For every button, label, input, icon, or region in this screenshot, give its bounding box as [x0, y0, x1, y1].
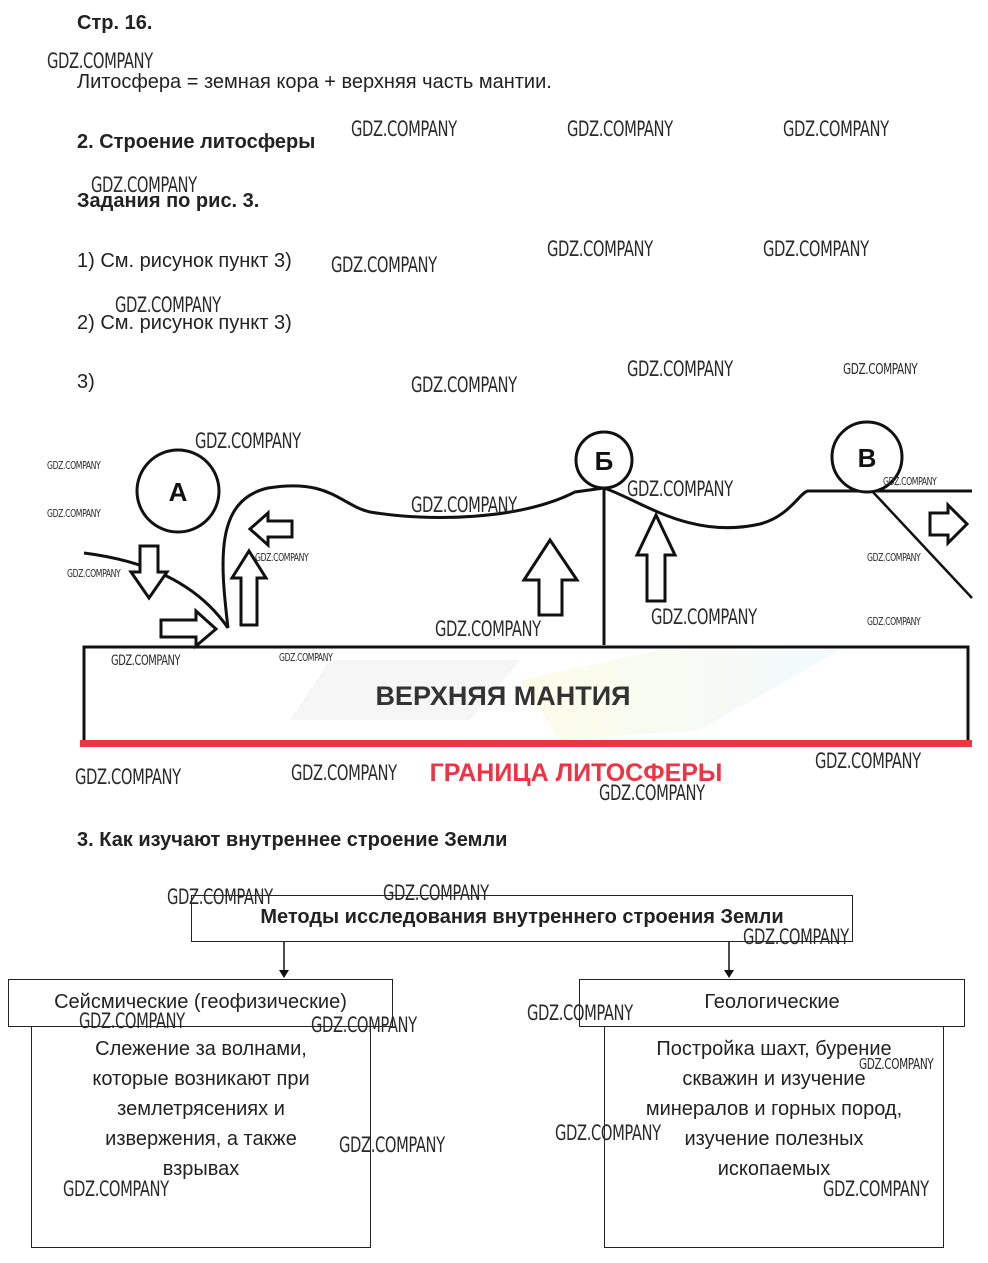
watermark: GDZ.COMPANY — [167, 885, 273, 909]
page-title: Стр. 16. — [77, 12, 153, 34]
tasks-title: Задания по рис. 3. — [77, 190, 260, 212]
watermark: GDZ.COMPANY — [547, 237, 653, 261]
watermark: GDZ.COMPANY — [115, 293, 221, 317]
watermark: GDZ.COMPANY — [331, 253, 437, 277]
watermark: GDZ.COMPANY — [435, 617, 541, 641]
watermark: GDZ.COMPANY — [867, 615, 921, 628]
watermark: GDZ.COMPANY — [383, 881, 489, 905]
surface-line — [223, 486, 972, 628]
geological-line-4: изучение полезных — [684, 1128, 864, 1150]
watermark: GDZ.COMPANY — [599, 781, 705, 805]
fault-line — [872, 491, 972, 598]
watermark: GDZ.COMPANY — [627, 477, 733, 501]
arrow-up-center — [524, 540, 577, 615]
watermark: GDZ.COMPANY — [47, 49, 153, 73]
watermark: GDZ.COMPANY — [339, 1133, 445, 1157]
section-3-title: 3. Как изучают внутреннее строение Земли — [77, 829, 508, 851]
watermark: GDZ.COMPANY — [91, 173, 197, 197]
watermark: GDZ.COMPANY — [411, 493, 517, 517]
arrow-up-b — [637, 515, 675, 601]
mantle-label: ВЕРХНЯЯ МАНТИЯ — [375, 681, 631, 711]
watermark: GDZ.COMPANY — [47, 459, 101, 472]
task-1: 1) См. рисунок пункт 3) — [77, 250, 292, 272]
arrow-left-a — [250, 513, 292, 545]
watermark: GDZ.COMPANY — [351, 117, 457, 141]
label-v: В — [857, 443, 877, 473]
watermark: GDZ.COMPANY — [743, 925, 849, 949]
watermark: GDZ.COMPANY — [883, 475, 937, 488]
label-a: А — [168, 477, 188, 507]
seismic-line-5: взрывах — [162, 1158, 240, 1180]
watermark: GDZ.COMPANY — [255, 551, 309, 564]
watermark: GDZ.COMPANY — [527, 1001, 633, 1025]
label-b: Б — [594, 446, 614, 476]
watermark: GDZ.COMPANY — [279, 651, 333, 664]
geological-title: Геологические — [704, 991, 840, 1013]
boundary-label: ГРАНИЦА ЛИТОСФЕРЫ — [429, 759, 723, 787]
arrow-right-v — [930, 505, 967, 543]
watermark: GDZ.COMPANY — [823, 1177, 929, 1201]
watermark: GDZ.COMPANY — [867, 551, 921, 564]
watermark: GDZ.COMPANY — [195, 429, 301, 453]
geological-title-box — [579, 979, 965, 1027]
seismic-line-3: землетрясениях и — [117, 1098, 285, 1120]
watermark: GDZ.COMPANY — [763, 237, 869, 261]
seismic-description — [31, 1034, 371, 1184]
geological-line-3: минералов и горных пород, — [645, 1098, 903, 1120]
seismic-line-4: извержения, а также — [105, 1128, 297, 1150]
lithosphere-formula: Литосфера = земная кора + верхняя часть мантии. — [77, 71, 552, 93]
task-3: 3) — [77, 371, 95, 393]
lithosphere-boundary — [80, 740, 972, 747]
watermark: GDZ.COMPANY — [567, 117, 673, 141]
geological-line-5: ископаемых — [717, 1158, 831, 1180]
seismic-title: Сейсмические (геофизические) — [54, 991, 347, 1013]
watermark: GDZ.COMPANY — [627, 357, 733, 381]
section-2-title: 2. Строение литосферы — [77, 131, 316, 153]
geological-line-1: Постройка шахт, бурение — [656, 1038, 892, 1060]
arrow-right-a — [161, 611, 216, 646]
watermark: GDZ.COMPANY — [859, 1055, 934, 1073]
watermark: GDZ.COMPANY — [843, 360, 918, 378]
watermark: GDZ.COMPANY — [291, 761, 397, 785]
watermark: GDZ.COMPANY — [651, 605, 757, 629]
watermark: GDZ.COMPANY — [815, 749, 921, 773]
watermark: GDZ.COMPANY — [79, 1009, 185, 1033]
seismic-line-2: которые возникают при — [92, 1068, 310, 1090]
watermark: GDZ.COMPANY — [411, 373, 517, 397]
seismic-line-1: Слежение за волнами, — [95, 1038, 307, 1060]
watermark: GDZ.COMPANY — [555, 1121, 661, 1145]
watermark: GDZ.COMPANY — [111, 653, 181, 669]
arrow-down — [131, 546, 167, 598]
watermark: GDZ.COMPANY — [783, 117, 889, 141]
watermark: GDZ.COMPANY — [311, 1013, 417, 1037]
watermark: GDZ.COMPANY — [67, 567, 121, 580]
watermark: GDZ.COMPANY — [63, 1177, 169, 1201]
task-2: 2) См. рисунок пункт 3) — [77, 312, 292, 334]
watermark: GDZ.COMPANY — [47, 507, 101, 520]
geological-line-2: скважин и изучение — [682, 1068, 866, 1090]
watermark: GDZ.COMPANY — [75, 765, 181, 789]
methods-title: Методы исследования внутреннего строения Земли — [260, 906, 784, 928]
